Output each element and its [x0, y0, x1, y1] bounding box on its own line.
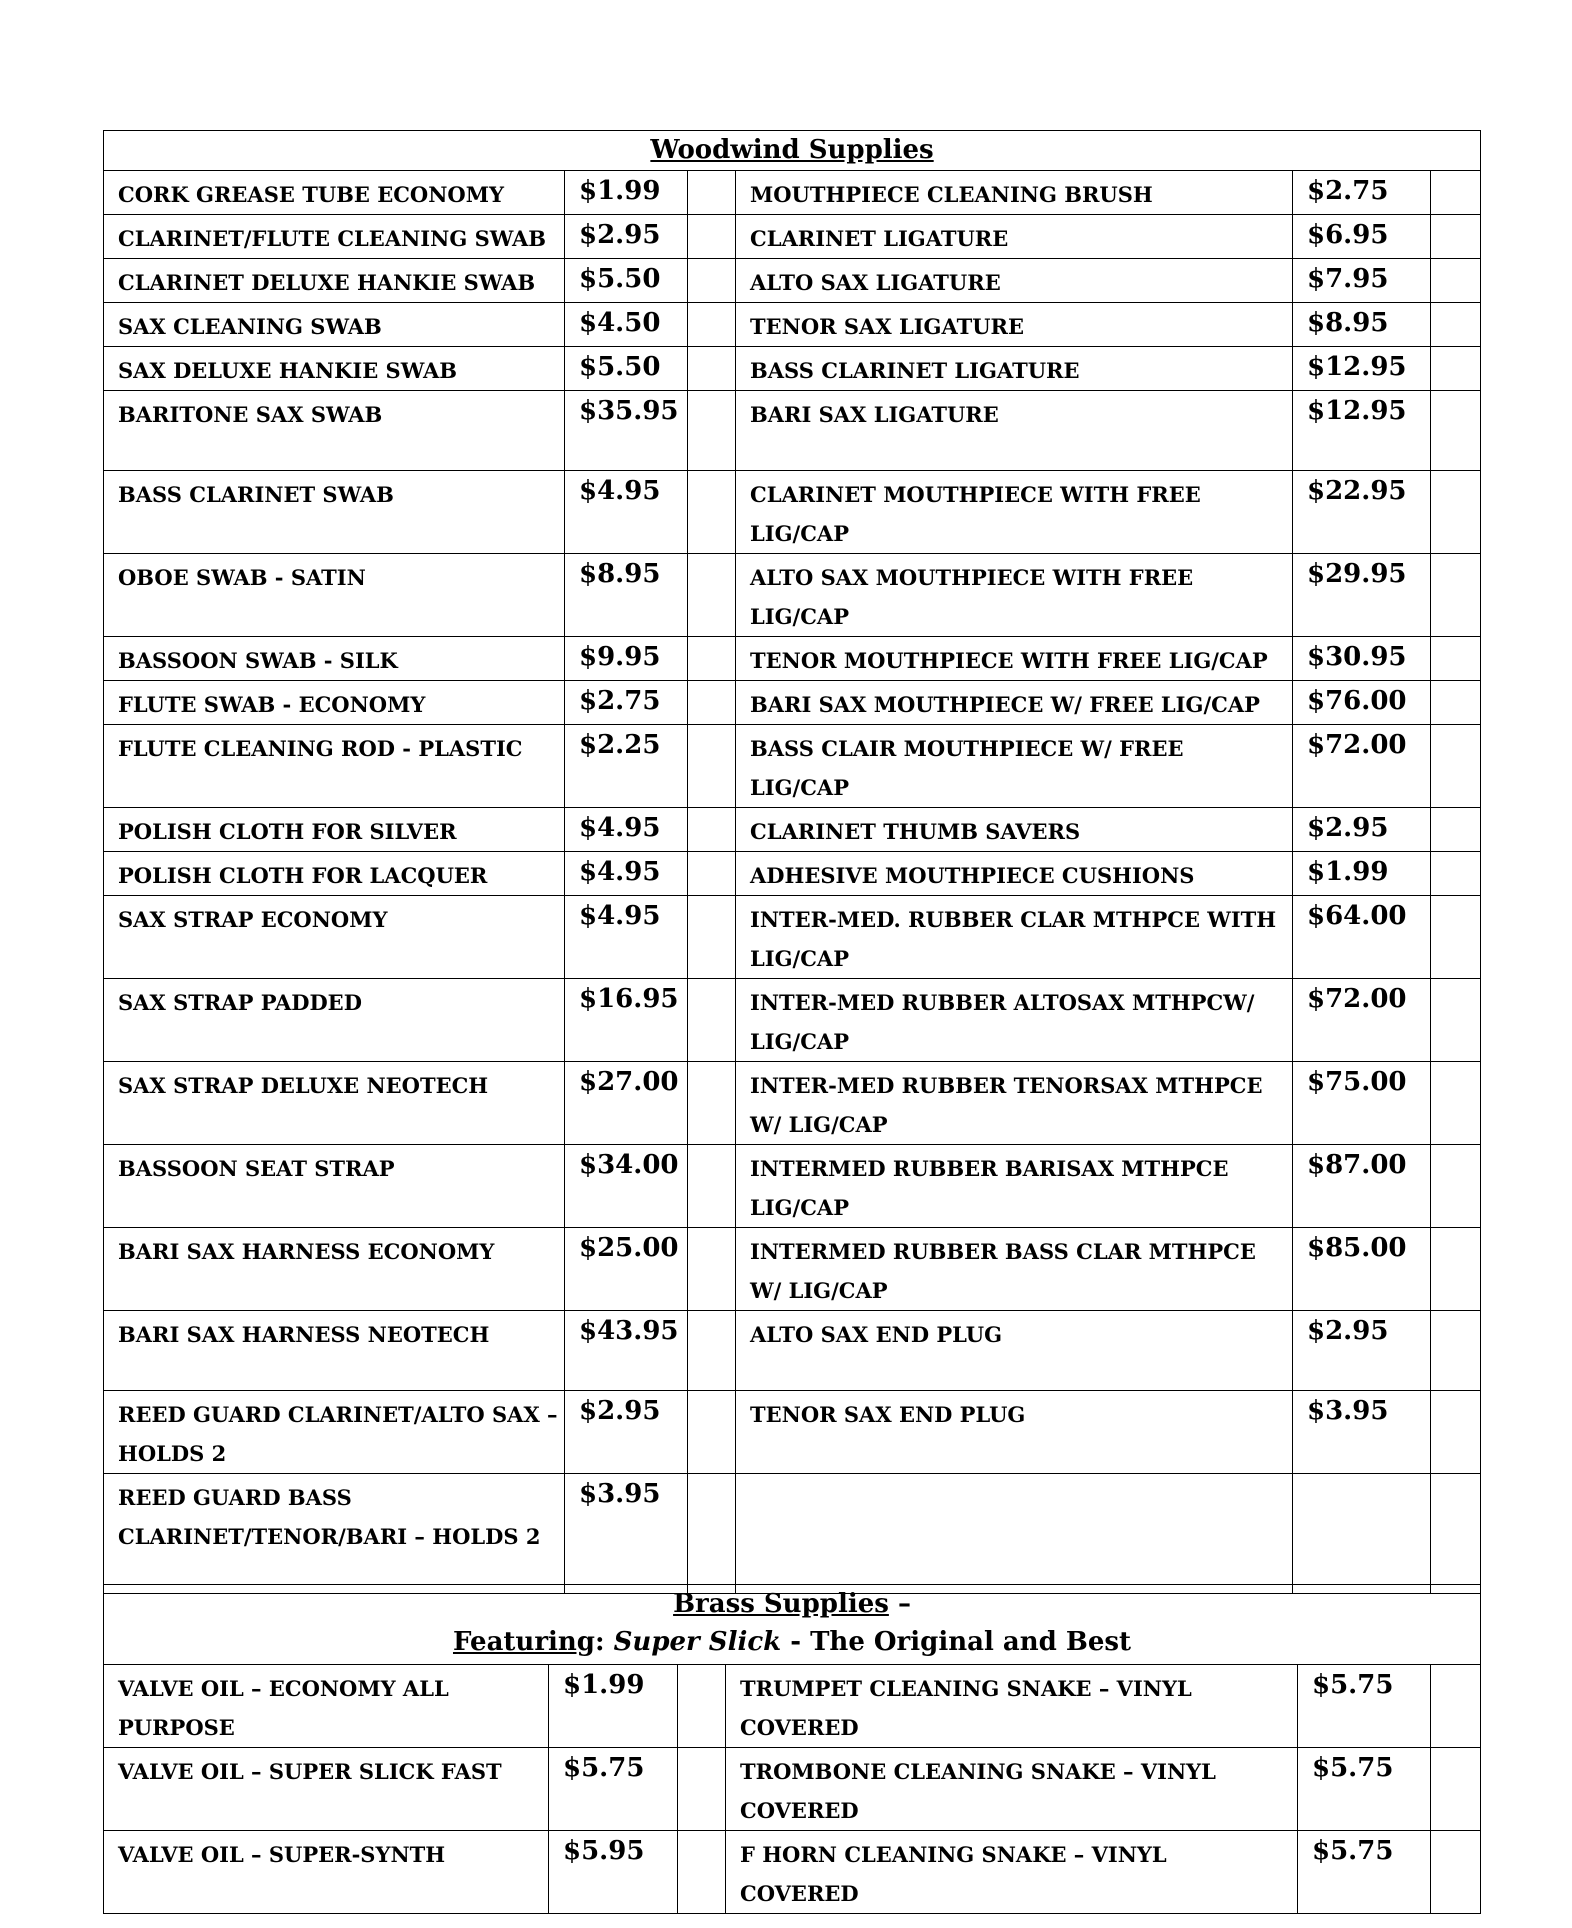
- table-row: [104, 215, 1481, 259]
- item-price-right: $12.95: [1293, 391, 1431, 471]
- item-price-right: $22.95: [1293, 471, 1431, 554]
- featuring-label: Featuring: [452, 1627, 595, 1657]
- checkbox-cell-left[interactable]: [688, 979, 736, 1062]
- checkbox-cell-right[interactable]: [1431, 471, 1481, 554]
- item-price-left: $4.95: [565, 896, 688, 979]
- brass-section-header: [104, 1585, 1481, 1665]
- item-price-right: $30.95: [1293, 637, 1431, 681]
- item-name-right: BASS CLAIR MOUTHPIECE W/ FREE LIG/CAP: [736, 725, 1293, 808]
- item-name-left: SAX DELUXE HANKIE SWAB: [104, 347, 565, 391]
- table-row: [104, 347, 1481, 391]
- checkbox-cell-right[interactable]: [1431, 681, 1481, 725]
- item-name-left: BASSOON SWAB - SILK: [104, 637, 565, 681]
- item-price-right: $75.00: [1293, 1062, 1431, 1145]
- checkbox-cell-right[interactable]: [1431, 896, 1481, 979]
- checkbox-cell-left[interactable]: [688, 896, 736, 979]
- checkbox-cell-left[interactable]: [688, 1228, 736, 1311]
- item-price-right: $29.95: [1293, 554, 1431, 637]
- item-price-left: $35.95: [565, 391, 688, 471]
- checkbox-cell-left[interactable]: [688, 554, 736, 637]
- checkbox-cell-left[interactable]: [688, 1062, 736, 1145]
- checkbox-cell-left[interactable]: [678, 1831, 726, 1914]
- item-price-right: $87.00: [1293, 1145, 1431, 1228]
- table-row: [104, 259, 1481, 303]
- table-row: [104, 391, 1481, 471]
- item-name-right: TROMBONE CLEANING SNAKE – VINYL COVERED: [726, 1748, 1298, 1831]
- item-name-right: CLARINET MOUTHPIECE WITH FREE LIG/CAP: [736, 471, 1293, 554]
- checkbox-cell-right[interactable]: [1431, 1665, 1481, 1748]
- woodwind-supplies-table: [103, 130, 1481, 1594]
- checkbox-cell-right[interactable]: [1431, 347, 1481, 391]
- featuring-rest: - The Original and Best: [781, 1627, 1132, 1657]
- item-name-left: CORK GREASE TUBE ECONOMY: [104, 171, 565, 215]
- checkbox-cell-left[interactable]: [688, 259, 736, 303]
- featuring-brand: Super Slick: [613, 1627, 782, 1657]
- brass-title: Brass Supplies: [673, 1589, 889, 1619]
- table-row: [104, 554, 1481, 637]
- item-name-right: TENOR SAX LIGATURE: [736, 303, 1293, 347]
- checkbox-cell-right[interactable]: [1431, 303, 1481, 347]
- item-name-right: INTERMED RUBBER BASS CLAR MTHPCE W/ LIG/CAP: [736, 1228, 1293, 1311]
- item-price-right: $1.99: [1293, 852, 1431, 896]
- item-name-right: BARI SAX MOUTHPIECE W/ FREE LIG/CAP: [736, 681, 1293, 725]
- checkbox-cell-right[interactable]: [1431, 979, 1481, 1062]
- table-row: [104, 725, 1481, 808]
- checkbox-cell-right[interactable]: [1431, 1474, 1481, 1594]
- item-price-left: $1.99: [565, 171, 688, 215]
- item-price-left: $5.50: [565, 347, 688, 391]
- item-price-right: $2.95: [1293, 808, 1431, 852]
- table-row: [104, 1311, 1481, 1391]
- table-row: [104, 1474, 1481, 1594]
- featuring-colon: :: [594, 1627, 614, 1657]
- item-price-left: $4.95: [565, 471, 688, 554]
- checkbox-cell-left[interactable]: [688, 171, 736, 215]
- checkbox-cell-right[interactable]: [1431, 171, 1481, 215]
- checkbox-cell-left[interactable]: [688, 852, 736, 896]
- table-row: [104, 1228, 1481, 1311]
- checkbox-cell-left[interactable]: [688, 303, 736, 347]
- table-row: [104, 1831, 1481, 1914]
- checkbox-cell-left[interactable]: [688, 681, 736, 725]
- item-price-right: $8.95: [1293, 303, 1431, 347]
- item-name-left: REED GUARD CLARINET/ALTO SAX – HOLDS 2: [104, 1391, 565, 1474]
- item-name-left: VALVE OIL – ECONOMY ALL PURPOSE: [104, 1665, 549, 1748]
- item-price-left: $2.95: [565, 1391, 688, 1474]
- item-price-left: $2.95: [565, 215, 688, 259]
- item-price-left: $4.95: [565, 808, 688, 852]
- item-name-left: FLUTE CLEANING ROD - PLASTIC: [104, 725, 565, 808]
- checkbox-cell-left[interactable]: [688, 637, 736, 681]
- item-price-right: $85.00: [1293, 1228, 1431, 1311]
- item-price-left: $34.00: [565, 1145, 688, 1228]
- item-name-right: ADHESIVE MOUTHPIECE CUSHIONS: [736, 852, 1293, 896]
- item-name-left: POLISH CLOTH FOR LACQUER: [104, 852, 565, 896]
- checkbox-cell-left[interactable]: [678, 1665, 726, 1748]
- item-name-left: POLISH CLOTH FOR SILVER: [104, 808, 565, 852]
- checkbox-cell-right[interactable]: [1431, 1145, 1481, 1228]
- checkbox-cell-left[interactable]: [688, 391, 736, 471]
- brass-featuring-line: [104, 1623, 1480, 1661]
- item-price-left: $27.00: [565, 1062, 688, 1145]
- checkbox-cell-right[interactable]: [1431, 215, 1481, 259]
- item-name-left: CLARINET/FLUTE CLEANING SWAB: [104, 215, 565, 259]
- item-price-left: $9.95: [565, 637, 688, 681]
- table-row: [104, 1391, 1481, 1474]
- item-name-right: CLARINET THUMB SAVERS: [736, 808, 1293, 852]
- item-price-right: $2.75: [1293, 171, 1431, 215]
- item-price-left: $5.75: [549, 1748, 678, 1831]
- item-name-right: ALTO SAX END PLUG: [736, 1311, 1293, 1391]
- item-price-right: $7.95: [1293, 259, 1431, 303]
- item-price-left: $5.95: [549, 1831, 678, 1914]
- item-name-right: MOUTHPIECE CLEANING BRUSH: [736, 171, 1293, 215]
- item-name-right: TRUMPET CLEANING SNAKE – VINYL COVERED: [726, 1665, 1298, 1748]
- brass-title-suffix: –: [888, 1589, 911, 1619]
- item-name-right: BASS CLARINET LIGATURE: [736, 347, 1293, 391]
- checkbox-cell-right[interactable]: [1431, 725, 1481, 808]
- checkbox-cell-right[interactable]: [1431, 1831, 1481, 1914]
- table-row: [104, 896, 1481, 979]
- checkbox-cell-left[interactable]: [688, 725, 736, 808]
- table-row: [104, 303, 1481, 347]
- checkbox-cell-left[interactable]: [688, 1311, 736, 1391]
- item-price-right: $6.95: [1293, 215, 1431, 259]
- item-name-right: BARI SAX LIGATURE: [736, 391, 1293, 471]
- item-name-left: SAX STRAP DELUXE NEOTECH: [104, 1062, 565, 1145]
- item-price-right: $12.95: [1293, 347, 1431, 391]
- checkbox-cell-right[interactable]: [1431, 637, 1481, 681]
- table-row: [104, 471, 1481, 554]
- checkbox-cell-left[interactable]: [688, 1391, 736, 1474]
- item-name-left: BARI SAX HARNESS NEOTECH: [104, 1311, 565, 1391]
- brass-title-line: [104, 1585, 1480, 1623]
- table-row: [104, 681, 1481, 725]
- item-price-right: $76.00: [1293, 681, 1431, 725]
- checkbox-cell-right[interactable]: [1431, 1391, 1481, 1474]
- item-name-left: CLARINET DELUXE HANKIE SWAB: [104, 259, 565, 303]
- item-price-left: $25.00: [565, 1228, 688, 1311]
- table-row: [104, 1748, 1481, 1831]
- checkbox-cell-left[interactable]: [688, 215, 736, 259]
- checkbox-cell-left[interactable]: [688, 808, 736, 852]
- brass-supplies-table: [103, 1584, 1481, 1914]
- item-name-right: INTER-MED. RUBBER CLAR MTHPCE WITH LIG/CAP: [736, 896, 1293, 979]
- checkbox-cell-right[interactable]: [1431, 259, 1481, 303]
- table-row: [104, 637, 1481, 681]
- item-price-left: $4.50: [565, 303, 688, 347]
- item-name-left: BARITONE SAX SWAB: [104, 391, 565, 471]
- item-price-right: $72.00: [1293, 725, 1431, 808]
- item-price-left: $8.95: [565, 554, 688, 637]
- item-name-left: SAX STRAP ECONOMY: [104, 896, 565, 979]
- item-name-left: SAX STRAP PADDED: [104, 979, 565, 1062]
- item-name-left: FLUTE SWAB - ECONOMY: [104, 681, 565, 725]
- item-name-left: BASS CLARINET SWAB: [104, 471, 565, 554]
- item-price-left: $5.50: [565, 259, 688, 303]
- item-name-right: TENOR MOUTHPIECE WITH FREE LIG/CAP: [736, 637, 1293, 681]
- item-price-right: [1293, 1474, 1431, 1594]
- table-row: [104, 1145, 1481, 1228]
- item-price-left: $3.95: [565, 1474, 688, 1594]
- table-row: [104, 979, 1481, 1062]
- item-price-right: $5.75: [1298, 1748, 1431, 1831]
- item-name-right: CLARINET LIGATURE: [736, 215, 1293, 259]
- item-price-right: $64.00: [1293, 896, 1431, 979]
- checkbox-cell-right[interactable]: [1431, 391, 1481, 471]
- item-name-left: VALVE OIL – SUPER SLICK FAST: [104, 1748, 549, 1831]
- checkbox-cell-left[interactable]: [688, 471, 736, 554]
- item-name-left: BARI SAX HARNESS ECONOMY: [104, 1228, 565, 1311]
- item-name-left: OBOE SWAB - SATIN: [104, 554, 565, 637]
- woodwind-title: Woodwind Supplies: [650, 135, 934, 165]
- item-name-left: SAX CLEANING SWAB: [104, 303, 565, 347]
- item-price-left: $16.95: [565, 979, 688, 1062]
- table-row: [104, 808, 1481, 852]
- checkbox-cell-right[interactable]: [1431, 1311, 1481, 1391]
- item-name-left: BASSOON SEAT STRAP: [104, 1145, 565, 1228]
- woodwind-section-header: [104, 131, 1481, 171]
- item-name-left: VALVE OIL – SUPER-SYNTH: [104, 1831, 549, 1914]
- table-row: [104, 171, 1481, 215]
- checkbox-cell-right[interactable]: [1431, 554, 1481, 637]
- checkbox-cell-right[interactable]: [1431, 852, 1481, 896]
- item-name-right: TENOR SAX END PLUG: [736, 1391, 1293, 1474]
- checkbox-cell-right[interactable]: [1431, 1062, 1481, 1145]
- item-price-right: $2.95: [1293, 1311, 1431, 1391]
- checkbox-cell-right[interactable]: [1431, 1748, 1481, 1831]
- item-price-left: $1.99: [549, 1665, 678, 1748]
- item-name-right: INTERMED RUBBER BARISAX MTHPCE LIG/CAP: [736, 1145, 1293, 1228]
- item-name-right: [736, 1474, 1293, 1594]
- item-price-right: $72.00: [1293, 979, 1431, 1062]
- item-name-right: ALTO SAX MOUTHPIECE WITH FREE LIG/CAP: [736, 554, 1293, 637]
- checkbox-cell-right[interactable]: [1431, 808, 1481, 852]
- checkbox-cell-left[interactable]: [688, 347, 736, 391]
- item-price-left: $2.75: [565, 681, 688, 725]
- checkbox-cell-right[interactable]: [1431, 1228, 1481, 1311]
- item-price-right: $5.75: [1298, 1665, 1431, 1748]
- item-price-left: $43.95: [565, 1311, 688, 1391]
- table-row: [104, 1665, 1481, 1748]
- checkbox-cell-left[interactable]: [678, 1748, 726, 1831]
- table-row: [104, 1062, 1481, 1145]
- table-row: [104, 852, 1481, 896]
- item-price-left: $2.25: [565, 725, 688, 808]
- item-name-right: F HORN CLEANING SNAKE – VINYL COVERED: [726, 1831, 1298, 1914]
- item-price-right: $5.75: [1298, 1831, 1431, 1914]
- item-name-right: INTER-MED RUBBER ALTOSAX MTHPCW/ LIG/CAP: [736, 979, 1293, 1062]
- checkbox-cell-left[interactable]: [688, 1474, 736, 1594]
- item-name-right: ALTO SAX LIGATURE: [736, 259, 1293, 303]
- checkbox-cell-left[interactable]: [688, 1145, 736, 1228]
- item-price-left: $4.95: [565, 852, 688, 896]
- item-name-left: REED GUARD BASS CLARINET/TENOR/BARI – HOLDS 2: [104, 1474, 565, 1594]
- item-price-right: $3.95: [1293, 1391, 1431, 1474]
- item-name-right: INTER-MED RUBBER TENORSAX MTHPCE W/ LIG/CAP: [736, 1062, 1293, 1145]
